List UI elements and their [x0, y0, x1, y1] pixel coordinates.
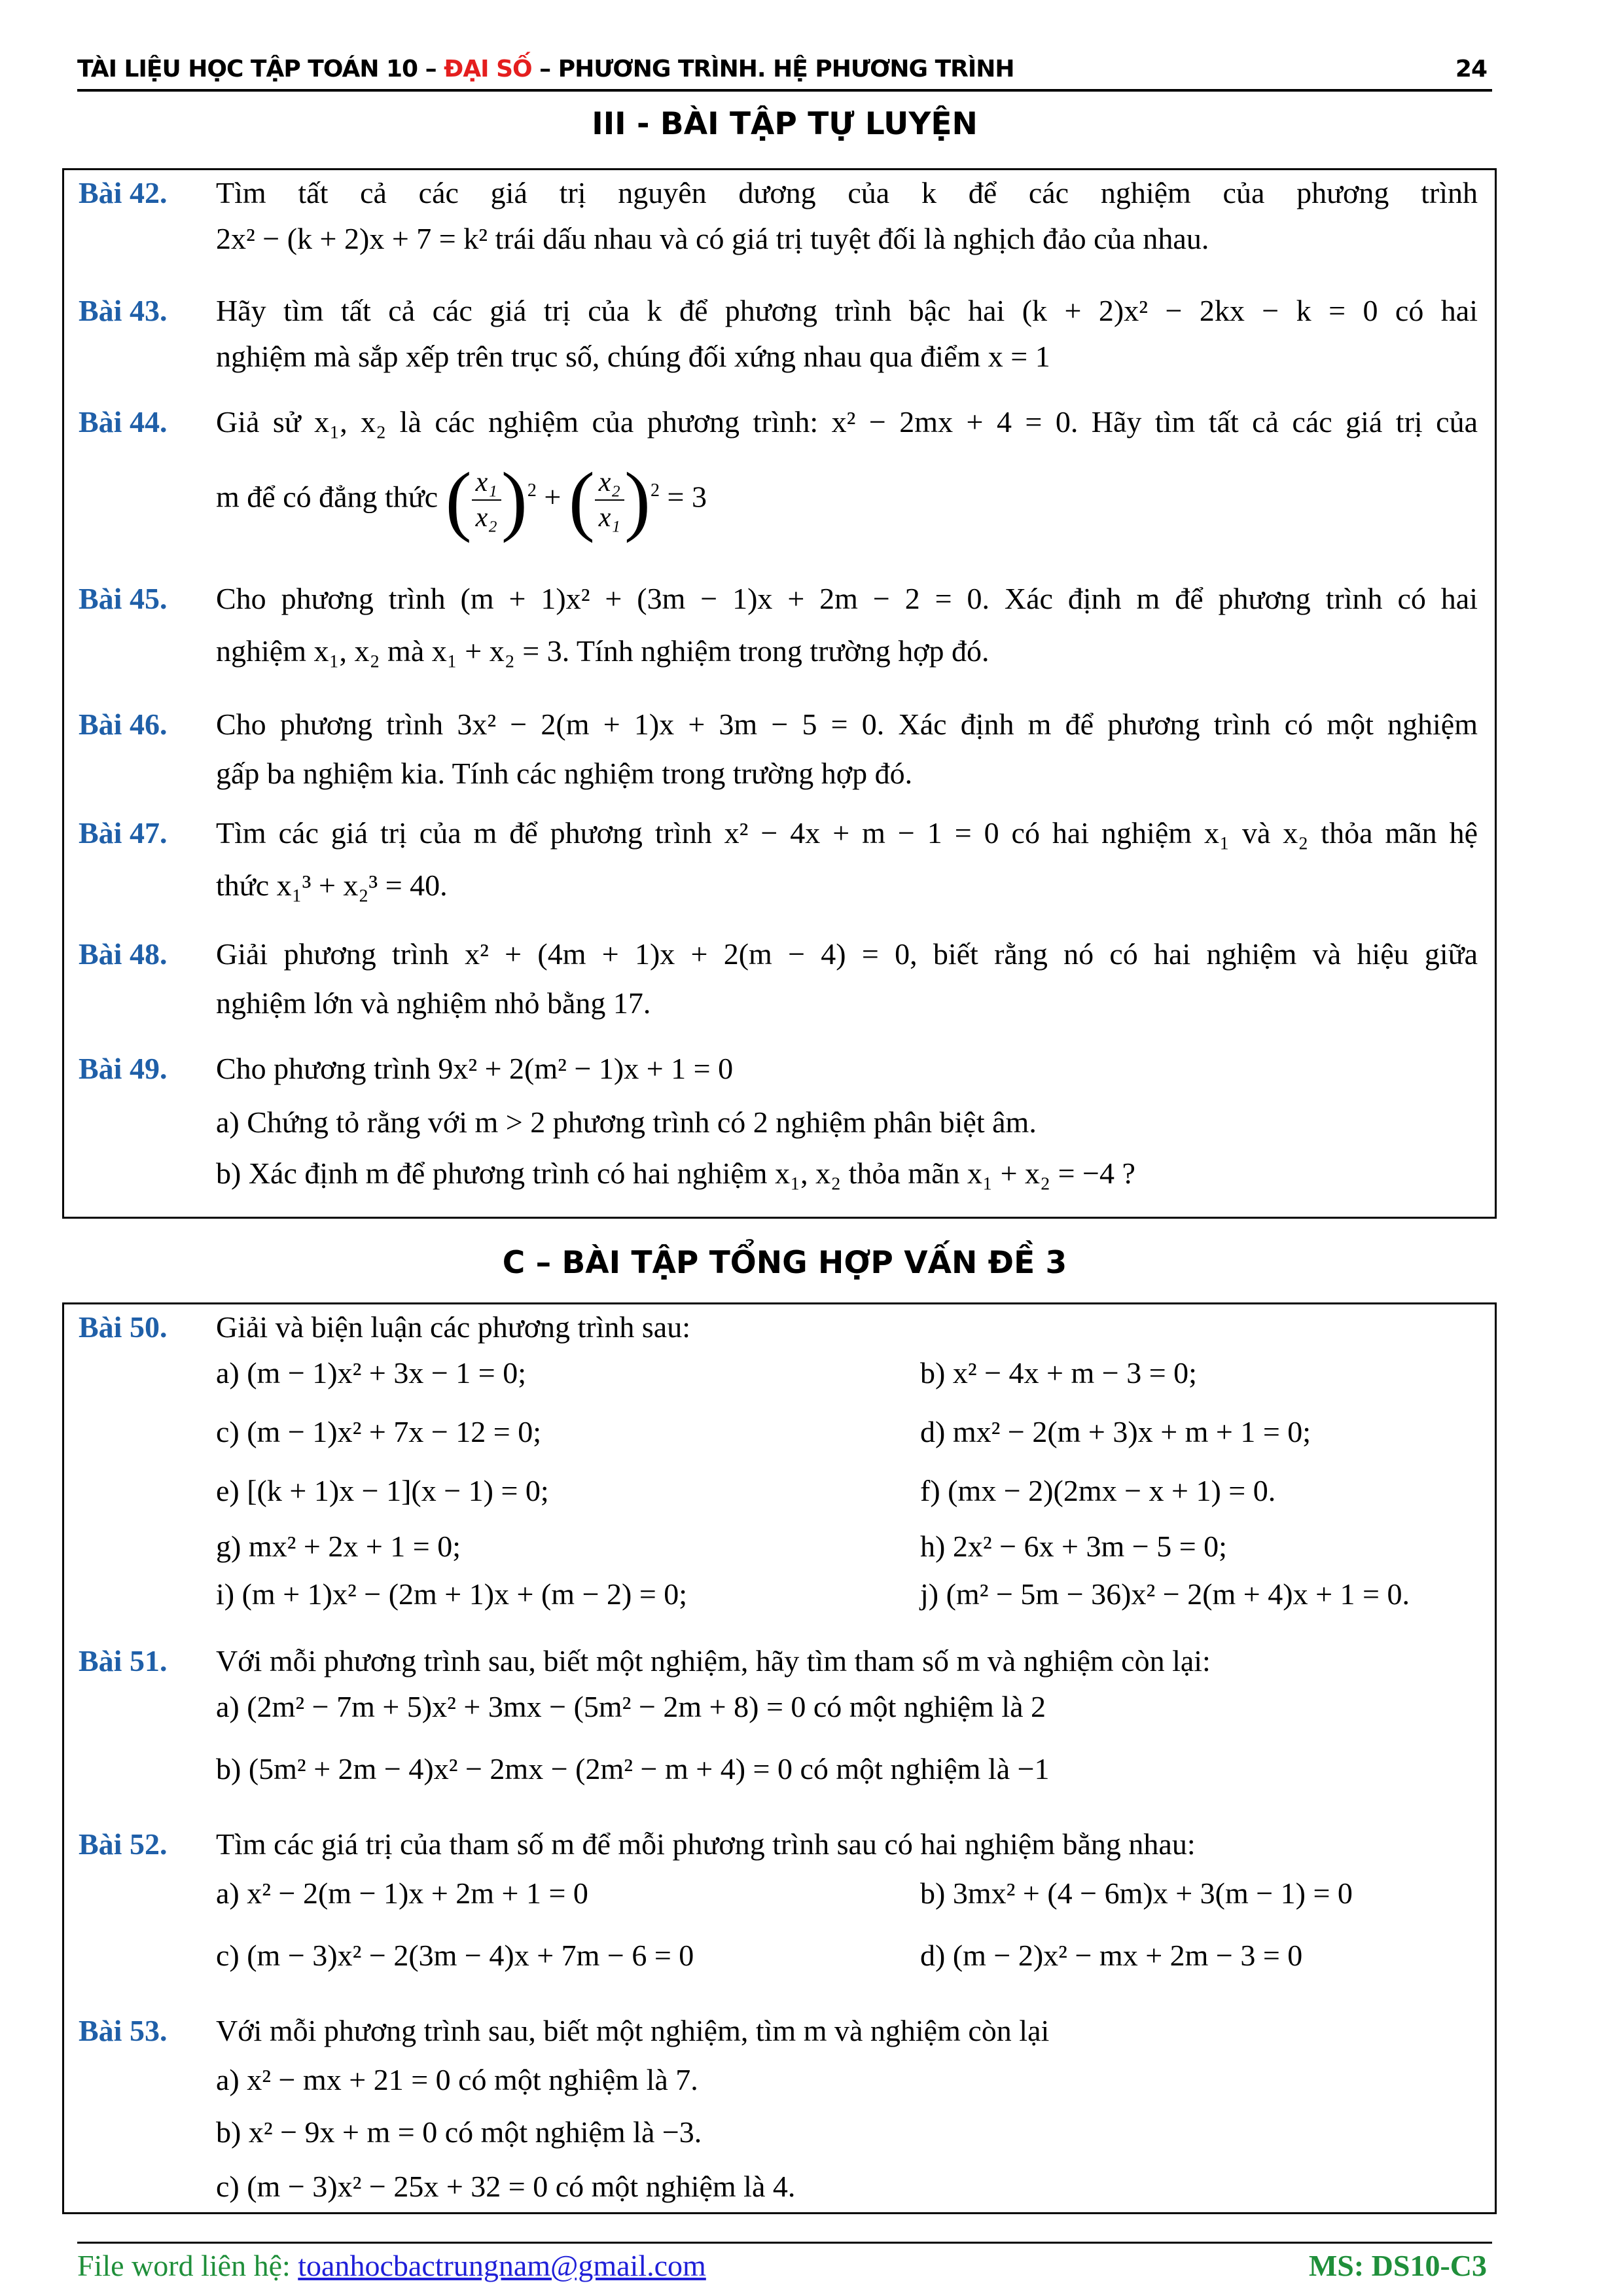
header-subject: ĐẠI SỐ [444, 56, 532, 82]
exercise-line: thức x₁³ + x₂³ = 40. [216, 869, 448, 902]
exercise-label: Bài 48. [79, 937, 168, 971]
exercise-item-row: i) (m + 1)x² − (2m + 1)x + (m − 2) = 0; j) (m² − 5m − 36)x² − 2(m + 4)x + 1 = 0. [216, 1577, 1410, 1611]
exercise-label: Bài 53. [79, 2014, 168, 2047]
exercise-item-row: c) (m − 3)x² − 2(3m − 4)x + 7m − 6 = 0 d) (m − 2)x² − mx + 2m − 3 = 0 [216, 1939, 1303, 1972]
exercise-line: Tìm các giá trị của m để phương trình x² − 4x + m − 1 = 0 có hai nghiệm x₁ và x₂ thỏa mãn hệ [216, 816, 1478, 850]
exercise-line: Tìm tất cả các giá trị nguyên dương của k để các nghiệm của phương trình [216, 176, 1478, 209]
exercise-line: Giải phương trình x² + (4m + 1)x + 2(m − 4) = 0, biết rằng nó có hai nghiệm và hiệu giữa [216, 937, 1478, 971]
exercise-line: a) x² − mx + 21 = 0 có một nghiệm là 7. [216, 2063, 698, 2096]
exercise-line: b) x² − 9x + m = 0 có một nghiệm là −3. [216, 2115, 702, 2149]
exercise-label: Bài 49. [79, 1052, 168, 1085]
exercise-label: Bài 52. [79, 1827, 168, 1861]
exercise-label: Bài 47. [79, 816, 168, 850]
page-number: 24 [1455, 56, 1487, 82]
section-title-1: III - BÀI TẬP TỰ LUYỆN [592, 106, 978, 142]
exercise-line: nghiệm mà sắp xếp trên trục số, chúng đối xứng nhau qua điểm x = 1 [216, 340, 1050, 373]
exercise-label: Bài 45. [79, 582, 168, 615]
header-prefix: TÀI LIỆU HỌC TẬP TOÁN 10 – [77, 56, 444, 82]
footer-prefix: File word liên hệ: [77, 2249, 298, 2282]
header-suffix: – PHƯƠNG TRÌNH. HỆ PHƯƠNG TRÌNH [531, 56, 1014, 82]
exercise-item-row: a) (m − 1)x² + 3x − 1 = 0; b) x² − 4x + m − 3 = 0; [216, 1356, 1197, 1390]
exercise-formula-line: m để có đẳng thức ( $\frac{\text{x₁}}{\text{x₂}}$ )$^2$ + ( $\frac{\text{x₂}}{\text{x₁}}$ )$^2$ = 3 [216, 456, 707, 543]
exercise-line: Cho phương trình 3x² − 2(m + 1)x + 3m − 5 = 0. Xác định m để phương trình có một nghiệm [216, 708, 1478, 741]
exercise-line: 2x² − (k + 2)x + 7 = k² trái dấu nhau và có giá trị tuyệt đối là nghịch đảo của nhau. [216, 222, 1209, 255]
exercise-line: gấp ba nghiệm kia. Tính các nghiệm trong trường hợp đó. [216, 757, 913, 790]
exercise-line: nghiệm x₁, x₂ mà x₁ + x₂ = 3. Tính nghiệm trong trường hợp đó. [216, 634, 990, 668]
page-footer [77, 2242, 1492, 2283]
exercise-line: Cho phương trình 9x² + 2(m² − 1)x + 1 = 0 [216, 1052, 734, 1085]
exercise-item-row: g) mx² + 2x + 1 = 0; h) 2x² − 6x + 3m − 5 = 0; [216, 1530, 1227, 1563]
exercise-label: Bài 44. [79, 405, 168, 439]
exercise-line: b) Xác định m để phương trình có hai nghiệm x₁, x₂ thỏa mãn x₁ + x₂ = −4 ? [216, 1157, 1135, 1190]
exercise-item-row: e) [(k + 1)x − 1](x − 1) = 0; f) (mx − 2)(2mx − x + 1) = 0. [216, 1474, 1276, 1507]
exercise-line: Tìm các giá trị của tham số m để mỗi phương trình sau có hai nghiệm bằng nhau: [216, 1827, 1196, 1861]
exercise-line: b) (5m² + 2m − 4)x² − 2mx − (2m² − m + 4) = 0 có một nghiệm là −1 [216, 1752, 1050, 1785]
exercise-box-2 [62, 1302, 1497, 2214]
footer-code: MS: DS10-C3 [1308, 2249, 1487, 2282]
exercise-line: a) (2m² − 7m + 5)x² + 3mx − (5m² − 2m + 8) = 0 có một nghiệm là 2 [216, 1690, 1046, 1723]
exercise-line: Hãy tìm tất cả các giá trị của k để phương trình bậc hai (k + 2)x² − 2kx − k = 0 có hai [216, 294, 1478, 327]
exercise-item-row: c) (m − 1)x² + 7x − 12 = 0; d) mx² − 2(m + 3)x + m + 1 = 0; [216, 1415, 1311, 1448]
exercise-item-row: a) x² − 2(m − 1)x + 2m + 1 = 0 b) 3mx² + (4 − 6m)x + 3(m − 1) = 0 [216, 1876, 1353, 1910]
exercise-label: Bài 43. [79, 294, 168, 327]
exercise-line: m để có đẳng thức [216, 480, 438, 514]
exercise-line: Với mỗi phương trình sau, biết một nghiệm, hãy tìm tham số m và nghiệm còn lại: [216, 1644, 1211, 1677]
exercise-label: Bài 50. [79, 1310, 168, 1344]
fraction: $\frac{\text{x₂}}{\text{x₁}}$ [595, 465, 624, 535]
footer-email-link[interactable]: toanhocbactrungnam@gmail.com [298, 2249, 706, 2282]
exercise-line: Giải và biện luận các phương trình sau: [216, 1310, 690, 1344]
fraction: $\frac{\text{x₁}}{\text{x₂}}$ [472, 465, 501, 535]
exercise-line: Với mỗi phương trình sau, biết một nghiệm, tìm m và nghiệm còn lại [216, 2014, 1050, 2047]
exercise-line: Giả sử x₁, x₂ là các nghiệm của phương trình: x² − 2mx + 4 = 0. Hãy tìm tất cả các giá trị của [216, 405, 1478, 439]
section-title-2: C – BÀI TẬP TỔNG HỢP VẤN ĐỀ 3 [502, 1245, 1067, 1281]
page-header [77, 50, 1492, 92]
exercise-line: nghiệm lớn và nghiệm nhỏ bằng 17. [216, 986, 651, 1020]
exercise-label: Bài 51. [79, 1644, 168, 1677]
exercise-label: Bài 42. [79, 176, 168, 209]
exercise-line: a) Chứng tỏ rằng với m > 2 phương trình có 2 nghiệm phân biệt âm. [216, 1105, 1037, 1139]
exercise-label: Bài 46. [79, 708, 168, 741]
exercise-line: Cho phương trình (m + 1)x² + (3m − 1)x + 2m − 2 = 0. Xác định m để phương trình có hai [216, 582, 1478, 615]
exercise-line: c) (m − 3)x² − 25x + 32 = 0 có một nghiệm là 4. [216, 2170, 796, 2203]
exercise-box-1 [62, 168, 1497, 1219]
